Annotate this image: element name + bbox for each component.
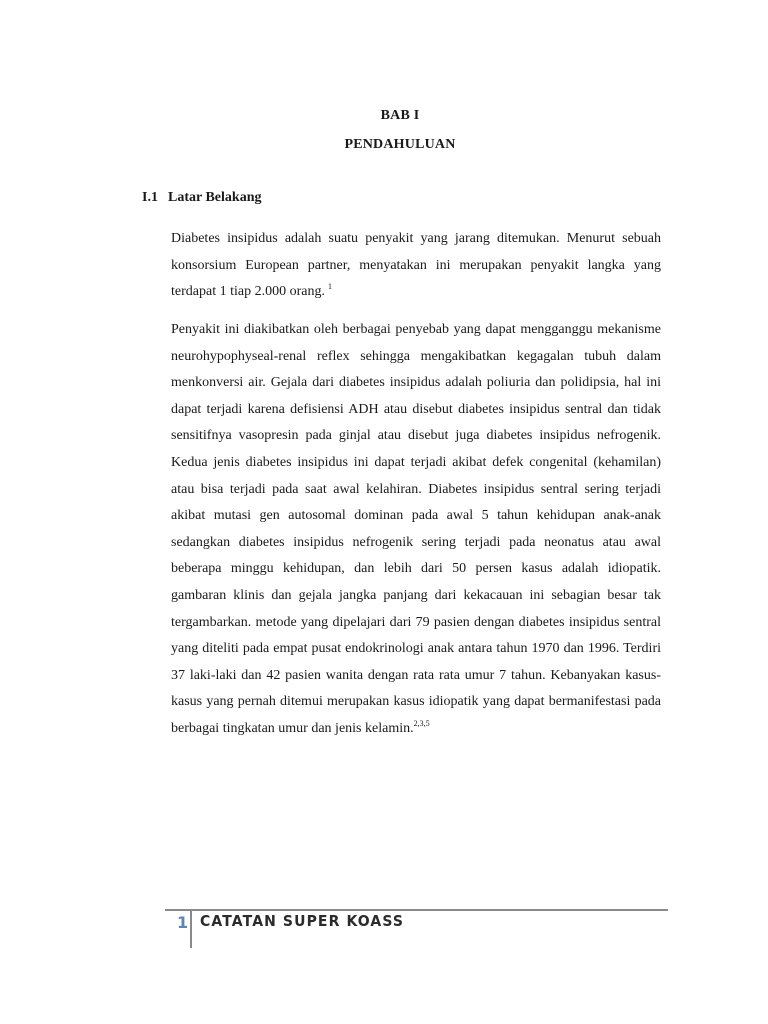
paragraph-2 <box>171 317 661 743</box>
paragraph-1 <box>171 226 661 306</box>
chapter-number: BAB I <box>380 108 420 123</box>
footer-page-number: 1 <box>177 913 189 932</box>
paragraph-2-citation: 2,3,5 <box>413 718 430 728</box>
section-number: I.1 <box>142 190 158 205</box>
paragraph-1-citation: 1 <box>327 282 332 292</box>
paragraph-1-text: Diabetes insipidus adalah suatu penyakit yang jarang ditemukan. Menurut sebuah konsorsium European partner, menyatakan ini merupakan penyakit langka yang terdapat 1 tiap 2.000 orang. <box>171 231 661 300</box>
section-title: Latar Belakang <box>168 190 262 205</box>
footer-title: CATATAN SUPER KOASS <box>200 913 405 931</box>
footer-rule <box>165 909 668 911</box>
footer-divider <box>190 910 192 948</box>
paragraph-2-text: Penyakit ini diakibatkan oleh berbagai penyebab yang dapat mengganggu mekanisme neurohypophyseal-renal reflex sehingga mengakibatkan kegagalan tubuh dalam menkonversi air. Gejala dari diabetes insipidus adalah poliuria dan polidipsia, hal ini dapat terjadi karena defisiensi ADH atau disebut diabetes insipidus sentral dan tidak sensitifnya vasopresin pada ginjal atau disebut juga diabetes insipidus nefrogenik. Kedua jenis diabetes insipidus ini dapat terjadi akibat defek congenital (kehamilan) atau bisa terjadi pada saat awal kelahiran. Diabetes insipidus sentral sering terjadi akibat mutasi gen autosomal dominan pada awal 5 tahun kehidupan anak-anak sedangkan diabetes insipidus nefrogenik sering terjadi pada neonatus atau awal beberapa minggu kehidupan, dan lebih dari 50 persen kasus adalah idiopatik. gambaran klinis dan gejala jangka panjang dari kekacauan ini sebagian besar tak tergambarkan. metode yang dipelajari dari 79 pasien dengan diabetes insipidus sentral yang diteliti pada empat pusat endokrinologi anak antara tahun 1970 dan 1996. Terdiri 37 laki-laki dan 42 pasien wanita dengan rata rata umur 7 tahun. Kebanyakan kasus-kasus yang pernah ditemui merupakan kasus idiopatik yang dapat bermanifestasi pada berbagai tingkatan umur dan jenis kelamin. <box>171 322 661 736</box>
chapter-title: PENDAHULUAN <box>344 137 456 152</box>
section-heading <box>142 190 261 206</box>
